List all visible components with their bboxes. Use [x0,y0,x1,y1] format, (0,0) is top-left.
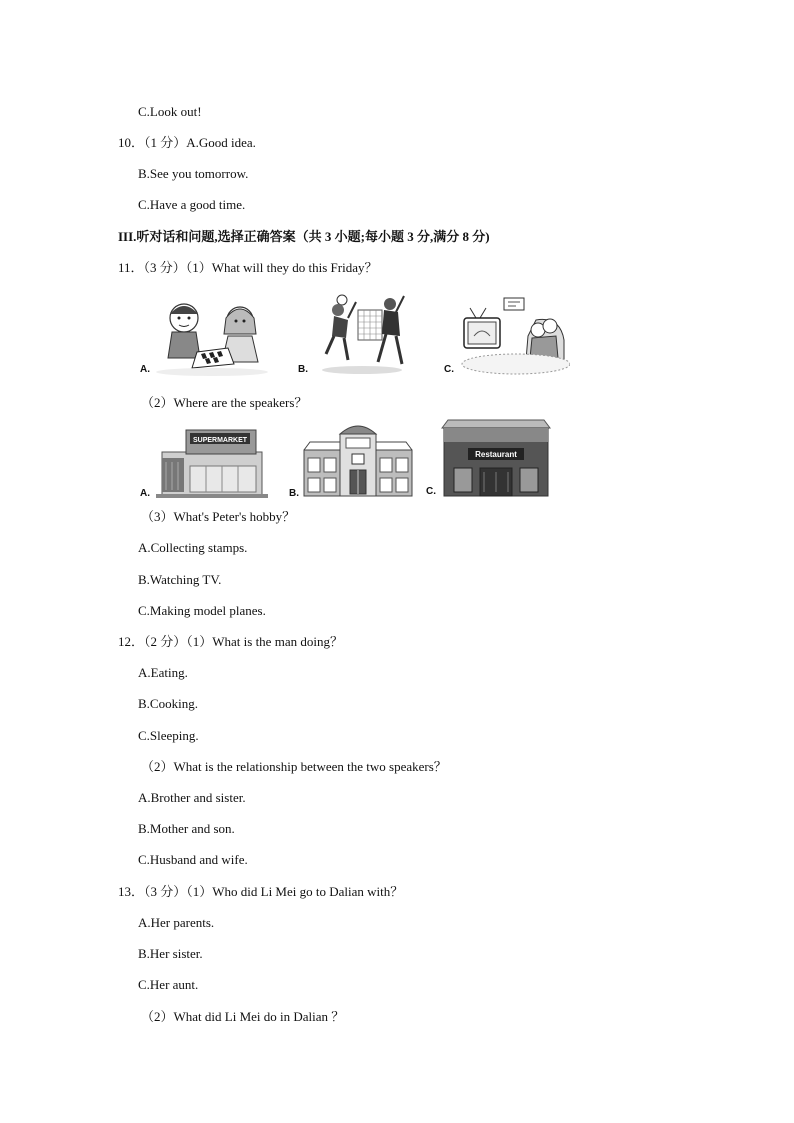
q13-option-a: A.Her parents. [138,915,215,930]
restaurant-image [440,418,552,498]
q11-option-b: B.Watching TV. [138,572,222,587]
supermarket-image [156,424,268,498]
q12-option-c: C.Sleeping. [138,728,199,743]
q11-option-a: A.Collecting stamps. [138,540,248,555]
q12-sub2-option-a: A.Brother and sister. [138,790,246,805]
q12-sub2-option-b: B.Mother and son. [138,821,235,836]
school-building-image [302,420,414,498]
q12-sub2-option-c: C.Husband and wife. [138,852,248,867]
q10-stem: 10．（1 分）A.Good idea. [118,135,256,150]
q11-sub2: （2）Where are the speakers？ [141,395,308,410]
q9-option-c: C.Look out! [138,104,202,119]
volleyball-players-image [318,290,408,376]
q11-option-c: C.Making model planes. [138,603,266,618]
q11-pic2-label-c: C. [426,486,436,497]
children-playing-chess-image [152,296,272,378]
family-watching-tv-image [456,296,570,378]
q10-option-b: B.See you tomorrow. [138,166,249,181]
q12-stem: 12．（2 分）（1）What is the man doing？ [118,634,343,649]
q11-pic1-label-a: A. [140,364,150,375]
supermarket-sign: SUPERMARKET [192,437,248,444]
q12-option-a: A.Eating. [138,665,188,680]
q13-stem: 13．（3 分）（1）Who did Li Mei go to Dalian with？ [118,884,404,899]
q11-pic1-label-b: B. [298,364,308,375]
q11-pic2-label-a: A. [140,488,150,499]
q11-pic1-label-c: C. [444,364,454,375]
q11-pic2-label-b: B. [289,488,299,499]
q13-option-b: B.Her sister. [138,946,203,961]
section-3-heading: III.听对话和问题,选择正确答案（共 3 小题;每小题 3 分,满分 8 分) [118,229,490,244]
q12-sub2: （2）What is the relationship between the two speakers？ [141,759,447,774]
q11-sub3: （3）What's Peter's hobby？ [141,509,296,524]
q13-sub2: （2）What did Li Mei do in Dalian ？ [141,1009,345,1024]
q13-option-c: C.Her aunt. [138,977,199,992]
q11-stem: 11．（3 分）（1）What will they do this Friday？ [118,260,378,275]
q10-option-c: C.Have a good time. [138,197,246,212]
restaurant-sign: Restaurant [475,450,517,459]
q12-option-b: B.Cooking. [138,696,198,711]
